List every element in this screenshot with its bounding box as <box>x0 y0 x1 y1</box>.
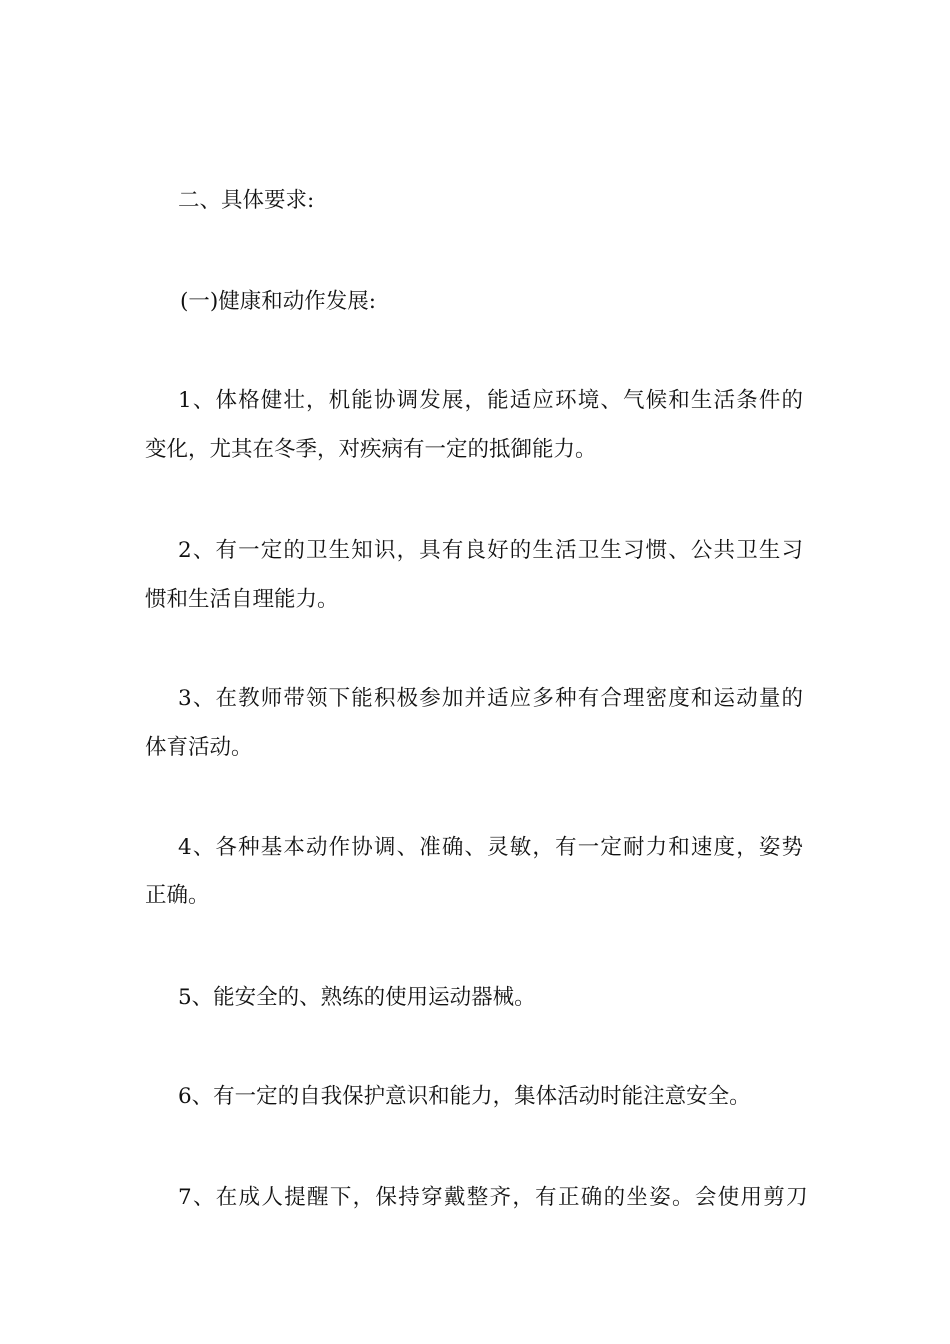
paragraph-line: 3 、 在 教 师 带 领 下 能 积 极 参 加 并 适 应 多 种 有 合 理 密 度 和 运 动 量 的 <box>178 686 803 711</box>
paragraph-line: 5、能安全的、熟练的使用运动器械。 <box>178 985 536 1010</box>
paragraph-line: 2 、 有 一 定 的 卫 生 知 识 ， 具 有 良 好 的 生 活 卫 生 习 惯 、 公 共 卫 生 习 <box>178 538 803 563</box>
subsection-heading: (一)健康和动作发展: <box>180 289 377 314</box>
paragraph-line: 体育活动。 <box>145 735 253 760</box>
paragraph-line: 7 、 在 成 人 提 醒 下 ， 保 持 穿 戴 整 齐 ， 有 正 确 的 坐 姿 。 会 使 用 剪 刀 <box>178 1185 808 1210</box>
paragraph-line: 6、有一定的自我保护意识和能力，集体活动时能注意安全。 <box>178 1084 751 1109</box>
paragraph-line: 变化，尤其在冬季，对疾病有一定的抵御能力。 <box>145 437 597 462</box>
paragraph-line: 正确。 <box>145 883 210 908</box>
paragraph-line: 1 、 体 格 健 壮 ， 机 能 协 调 发 展 ， 能 适 应 环 境 、 气 候 和 生 活 条 件 的 <box>178 388 803 413</box>
paragraph-line: 惯和生活自理能力。 <box>145 587 339 612</box>
paragraph-line: 4 、 各 种 基 本 动 作 协 调 、 准 确 、 灵 敏 ， 有 一 定 耐 力 和 速 度 ， 姿 势 <box>178 835 803 860</box>
section-heading: 二、具体要求: <box>178 188 315 213</box>
